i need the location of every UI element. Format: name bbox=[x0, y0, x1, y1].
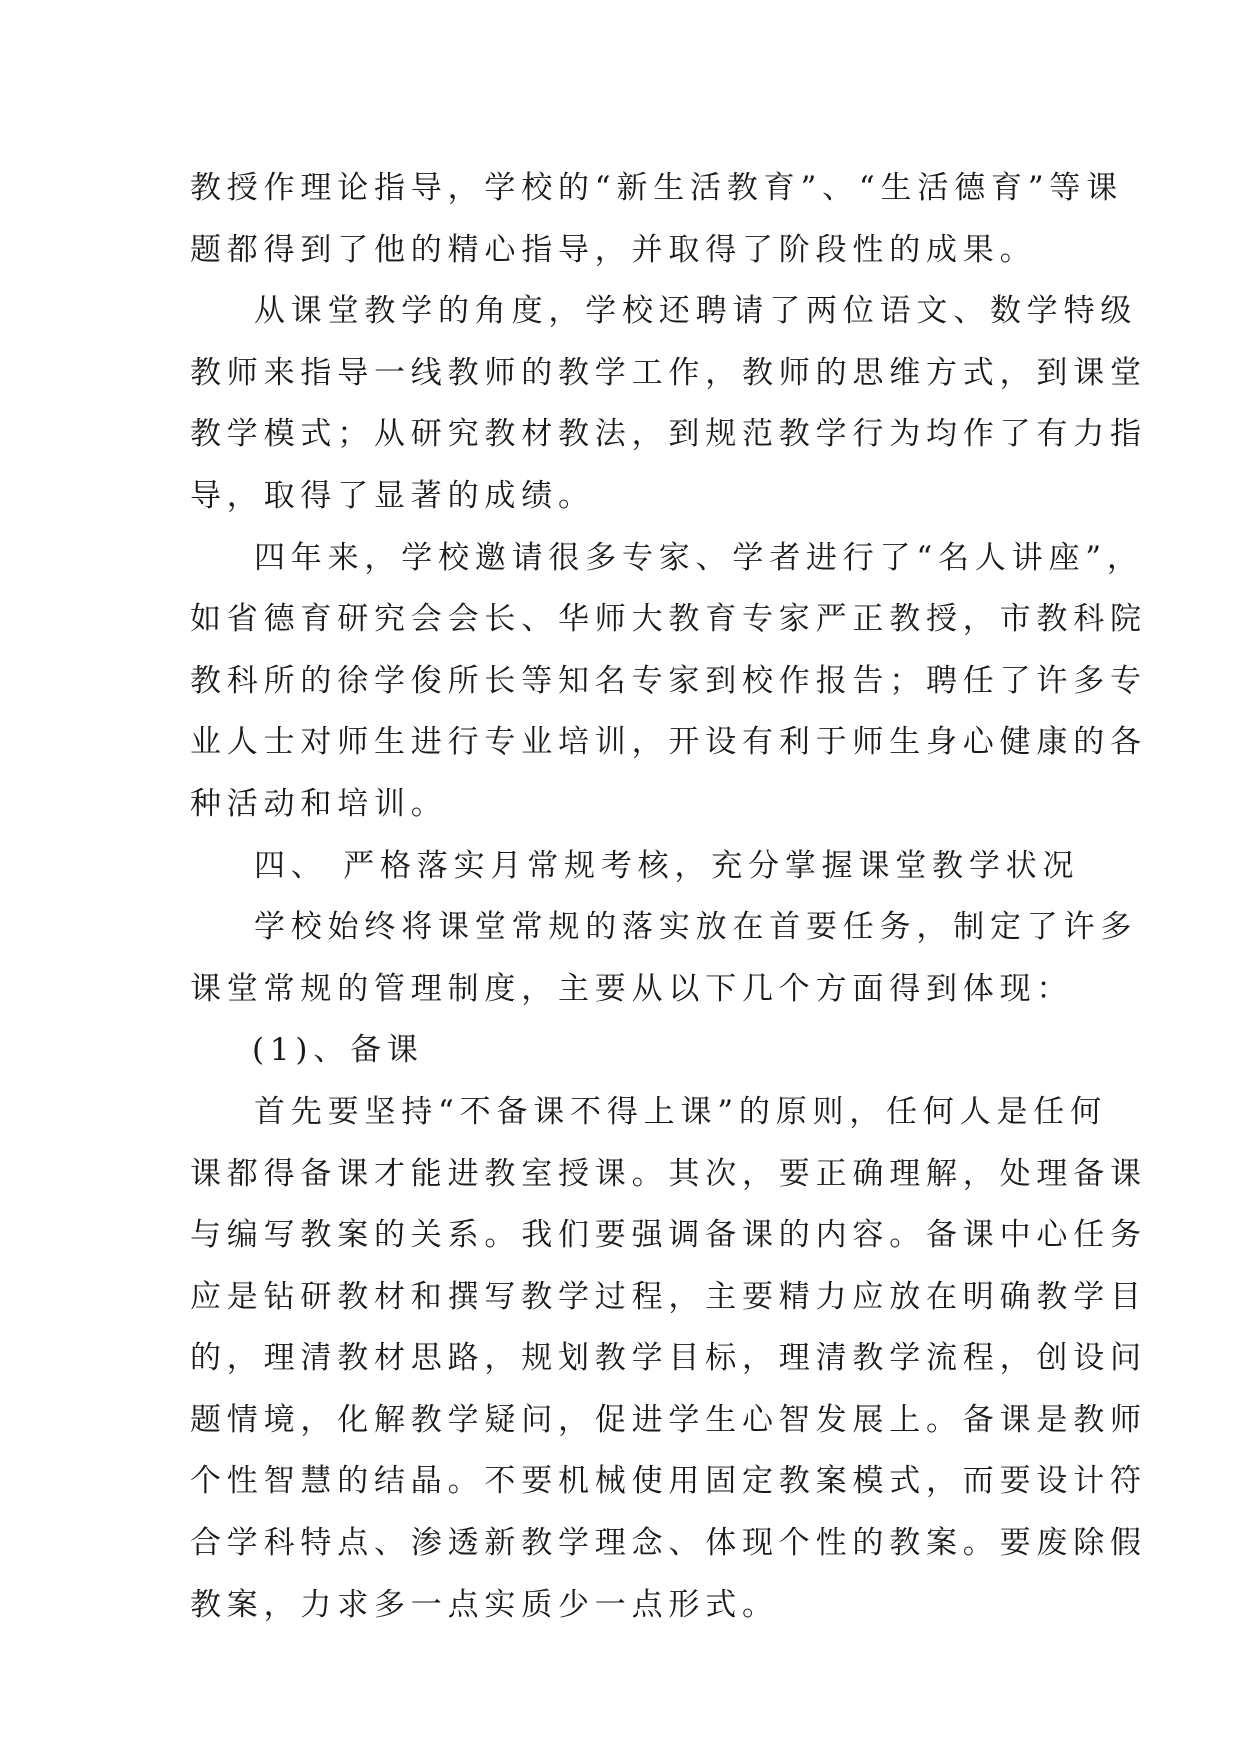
text-line: 题情境，化解教学疑问，促进学生心智发展上。备课是教师 bbox=[190, 1401, 1147, 1438]
paragraph-start-line: 从课堂教学的角度，学校还聘请了两位语文、数学特级 bbox=[254, 293, 1138, 330]
text-line: 种活动和培训。 bbox=[190, 785, 448, 822]
text-line: 与编写教案的关系。我们要强调备课的内容。备课中心任务 bbox=[190, 1217, 1147, 1254]
section-heading: 四、 严格落实月常规考核，充分掌握课堂教学状况 bbox=[254, 847, 1080, 884]
paragraph-start-line: 首先要坚持“不备课不得上课”的原则，任何人是任何 bbox=[254, 1093, 1107, 1130]
text-line: 的，理清教材思路，规划教学目标，理清教学流程，创设问 bbox=[190, 1340, 1147, 1377]
text-line: 教科所的徐学俊所长等知名专家到校作报告；聘任了许多专 bbox=[190, 662, 1147, 699]
subsection-heading: (1)、备课 bbox=[252, 1032, 424, 1069]
paragraph-start-line: 四年来，学校邀请很多专家、学者进行了“名人讲座”， bbox=[254, 539, 1144, 576]
text-line: 题都得到了他的精心指导，并取得了阶段性的成果。 bbox=[190, 231, 1037, 268]
text-line: 个性智慧的结晶。不要机械使用固定教案模式，而要设计符 bbox=[190, 1463, 1147, 1500]
body-text bbox=[190, 158, 1147, 1636]
text-line: 导，取得了显著的成绩。 bbox=[190, 477, 595, 514]
text-line: 教案，力求多一点实质少一点形式。 bbox=[190, 1586, 779, 1623]
text-line: 业人士对师生进行专业培训，开设有利于师生身心健康的各 bbox=[190, 724, 1147, 761]
text-line: 合学科特点、渗透新教学理念、体现个性的教案。要废除假 bbox=[190, 1525, 1147, 1562]
text-line: 课堂常规的管理制度，主要从以下几个方面得到体现： bbox=[190, 970, 1074, 1007]
paragraph-start-line: 学校始终将课堂常规的落实放在首要任务，制定了许多 bbox=[254, 909, 1138, 946]
text-line: 教师来指导一线教师的教学工作，教师的思维方式，到课堂 bbox=[190, 354, 1147, 391]
text-line: 如省德育研究会会长、华师大教育专家严正教授，市教科院 bbox=[190, 601, 1147, 638]
text-line: 教授作理论指导，学校的“新生活教育”、“生活德育”等课 bbox=[190, 170, 1123, 206]
text-line: 课都得备课才能进教室授课。其次，要正确理解，处理备课 bbox=[190, 1155, 1147, 1192]
text-line: 教学模式；从研究教材教法，到规范教学行为均作了有力指 bbox=[190, 416, 1147, 453]
text-line: 应是钻研教材和撰写教学过程，主要精力应放在明确教学目 bbox=[190, 1278, 1147, 1315]
